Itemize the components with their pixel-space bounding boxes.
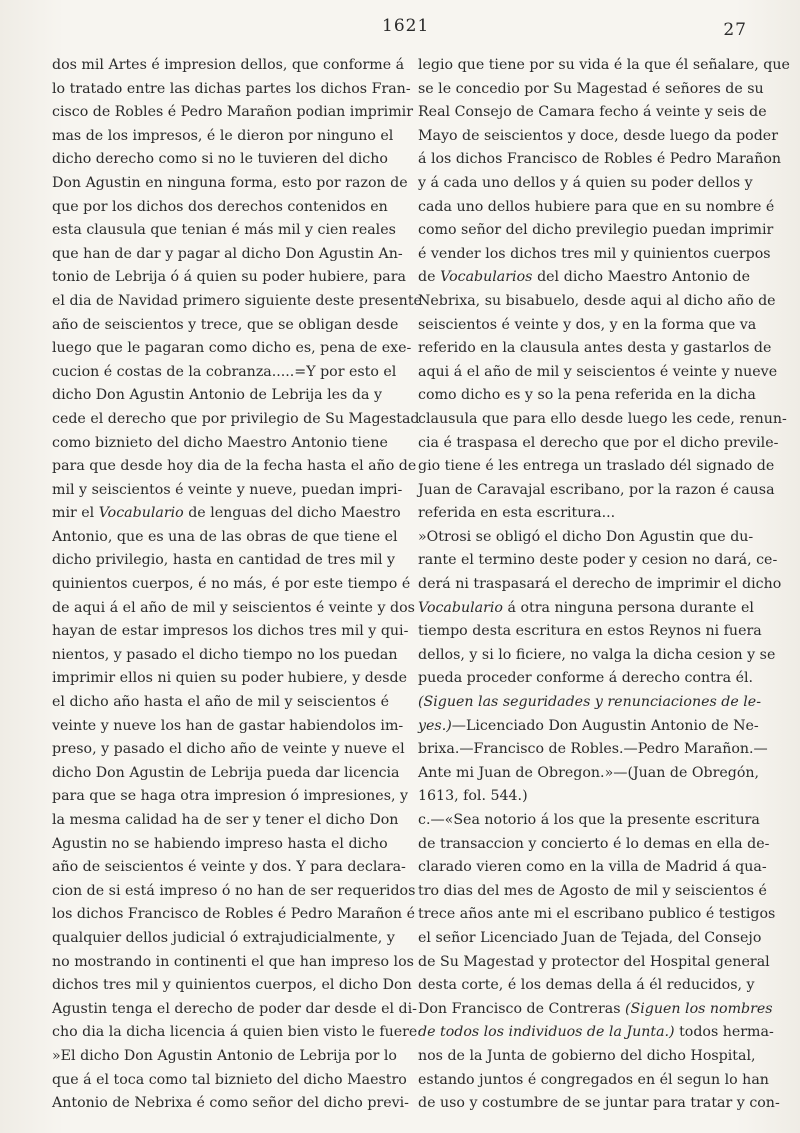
left-text-column <box>52 54 422 1116</box>
text-line: cede el derecho que por privilegio de Su Magestad <box>52 410 420 427</box>
text-line: los dichos Francisco de Robles é Pedro Marañon é <box>52 906 415 923</box>
text-line: rante el termino deste poder y cesion no dará, ce- <box>418 552 778 569</box>
text-line: Mayo de seiscientos y doce, desde luego da poder <box>418 127 778 144</box>
text-line: tiempo desta escritura en estos Reynos ni fuera <box>418 623 762 640</box>
text-line: de todos los individuos de la Junta.) todos herma- <box>418 1024 774 1041</box>
text-line: preso, y pasado el dicho año de veinte y nueve el <box>52 741 405 758</box>
page-header <box>0 12 800 40</box>
text-line: imprimir ellos ni quien su poder hubiere, y desde <box>52 670 408 687</box>
text-line: brixa.—Francisco de Robles.—Pedro Marañon.— <box>418 741 768 758</box>
text-line: el dicho año hasta el año de mil y seiscientos é <box>52 694 389 711</box>
text-line: á los dichos Francisco de Robles é Pedro Marañon <box>418 151 782 168</box>
text-line: Don Agustin en ninguna forma, esto por razon de <box>52 174 408 191</box>
running-head-year: 1621 <box>382 16 430 36</box>
text-line: luego que le pagaran como dicho es, pena de exe- <box>52 340 412 357</box>
text-line: para que se haga otra impresion ó impresiones, y <box>52 788 409 805</box>
text-line: gio tiene é les entrega un traslado dél signado de <box>418 458 775 475</box>
text-line: cion de si está impreso ó no han de ser requeridos <box>52 882 416 899</box>
text-line: Real Consejo de Camara fecho á veinte y seis de <box>418 104 767 121</box>
text-line: Don Francisco de Contreras (Siguen los nombres <box>418 1000 773 1017</box>
text-line: tro dias del mes de Agosto de mil y seiscientos é <box>418 882 767 899</box>
text-line: cada uno dellos hubiere para que en su nombre é <box>418 198 775 215</box>
text-line: trece años ante mi el escribano publico é testigos <box>418 906 776 923</box>
text-line: tonio de Lebrija ó á quien su poder hubiere, para <box>52 269 406 286</box>
text-line: c.—«Sea notorio á los que la presente escritura <box>418 812 760 828</box>
text-line: Agustin no se habiendo impreso hasta el dicho <box>52 835 388 852</box>
text-line: para que desde hoy dia de la fecha hasta el año de <box>52 458 417 475</box>
text-line: Antonio, que es una de las obras de que tiene el <box>52 528 398 545</box>
text-line: la mesma calidad ha de ser y tener el dicho Don <box>52 812 399 828</box>
text-line: como biznieto del dicho Maestro Antonio tiene <box>52 434 388 451</box>
text-line: de transaccion y concierto é lo demas en ella de- <box>418 835 770 852</box>
text-line: el señor Licenciado Juan de Tejada, del Consejo <box>418 929 762 946</box>
text-line: que han de dar y pagar al dicho Don Agustin An- <box>52 245 403 262</box>
text-line: Juan de Caravajal escribano, por la razon é causa <box>418 481 775 498</box>
text-line: é vender los dichos tres mil y quinientos cuerpos <box>418 245 771 262</box>
text-line: estando juntos é congregados en él segun lo han <box>418 1071 769 1088</box>
text-line: legio que tiene por su vida é la que él señalare, que <box>418 57 790 73</box>
text-line: hayan de estar impresos los dichos tres mil y qui- <box>52 623 409 640</box>
text-line: esta clausula que tenian é más mil y cien reales <box>52 222 396 239</box>
text-line: dicho derecho como si no le tuvieren del dicho <box>52 151 388 168</box>
text-line: dellos, y si lo ficiere, no valga la dicha cesion y se <box>418 646 776 663</box>
text-line: no mostrando in continenti el que han impreso los <box>52 953 414 970</box>
text-line: derá ni traspasará el derecho de imprimir el dicho <box>418 576 782 593</box>
text-line: nientos, y pasado el dicho tiempo no los puedan <box>52 646 398 663</box>
text-line: dichos tres mil y quinientos cuerpos, el dicho Don <box>52 977 412 994</box>
text-line: de Su Magestad y protector del Hospital general <box>418 953 770 970</box>
text-line: como señor del dicho previlegio puedan imprimir <box>418 222 774 239</box>
text-line: »El dicho Don Agustin Antonio de Lebrija por lo <box>52 1047 397 1064</box>
text-line: cisco de Robles é Pedro Marañon podian imprimir <box>52 104 413 121</box>
text-line: veinte y nueve los han de gastar habiendolos im- <box>52 717 404 734</box>
text-line: año de seiscientos y trece, que se obligan desde <box>52 316 399 333</box>
text-line: de uso y costumbre de se juntar para tratar y con- <box>418 1095 780 1112</box>
text-line: dicho privilegio, hasta en cantidad de tres mil y <box>52 552 396 569</box>
text-line: aqui á el año de mil y seiscientos é veinte y nueve <box>418 363 778 380</box>
text-line: de aqui á el año de mil y seiscientos é veinte y dos <box>52 599 415 616</box>
text-line: 1613, fol. 544.) <box>418 788 528 805</box>
text-line: mir el Vocabulario de lenguas del dicho Maestro <box>52 505 401 522</box>
right-text-column <box>418 54 790 1116</box>
text-line: dicho Don Agustin de Lebrija pueda dar licencia <box>52 764 400 781</box>
text-line: »Otrosi se obligó el dicho Don Agustin que du- <box>418 528 754 545</box>
text-line: Vocabulario á otra ninguna persona durante el <box>418 599 754 616</box>
text-line: dicho Don Agustin Antonio de Lebrija les da y <box>52 387 382 404</box>
text-line: seiscientos é veinte y dos, y en la forma que va <box>418 316 757 333</box>
text-line: cho dia la dicha licencia á quien bien visto le fuere· <box>52 1024 422 1041</box>
text-line: clausula que para ello desde luego les cede, renun- <box>418 410 787 427</box>
text-line: y á cada uno dellos y á quien su poder dellos y <box>418 174 753 191</box>
text-line: que por los dichos dos derechos contenidos en <box>52 198 388 215</box>
text-line: año de seiscientos é veinte y dos. Y para declara- <box>52 859 406 876</box>
text-line: Ante mi Juan de Obregon.»—(Juan de Obregón, <box>418 764 760 781</box>
text-line: nos de la Junta de gobierno del dicho Hospital, <box>418 1047 756 1064</box>
text-line: cucion é costas de la cobranza.....=Y por esto el <box>52 363 397 380</box>
text-line: yes.)—Licenciado Don Augustin Antonio de Ne- <box>418 717 759 734</box>
text-line: que á el toca como tal biznieto del dicho Maestro <box>52 1071 407 1088</box>
text-line: pueda proceder conforme á derecho contra él. <box>418 670 754 687</box>
text-line: referida en esta escritura... <box>418 505 616 522</box>
text-line: (Siguen las seguridades y renunciaciones de le- <box>418 694 761 711</box>
text-line: como dicho es y so la pena referida en la dicha <box>418 387 756 404</box>
text-line: de Vocabularios del dicho Maestro Antonio de <box>418 269 750 286</box>
text-line: dos mil Artes é impresion dellos, que conforme á <box>52 57 405 73</box>
text-line: Antonio de Nebrixa é como señor del dicho previ- <box>52 1095 409 1112</box>
text-line: mil y seiscientos é veinte y nueve, puedan impri- <box>52 481 403 498</box>
text-line: Nebrixa, su bisabuelo, desde aqui al dicho año de <box>418 292 776 309</box>
text-line: se le concedio por Su Magestad é señores de su <box>418 80 764 97</box>
text-line: desta corte, é los demas della á él reducidos, y <box>418 977 755 994</box>
text-line: qualquier dellos judicial ó extrajudicialmente, y <box>52 929 395 946</box>
text-line: Agustin tenga el derecho de poder dar desde el di- <box>52 1000 417 1017</box>
text-line: lo tratado entre las dichas partes los dichos Fran- <box>52 80 411 97</box>
text-line: mas de los impresos, é le dieron por ninguno el <box>52 127 394 144</box>
text-line: el dia de Navidad primero siguiente deste presente <box>52 292 422 309</box>
text-line: cia é traspasa el derecho que por el dicho previle- <box>418 434 779 451</box>
text-line: clarado vieren como en la villa de Madrid á qua- <box>418 859 767 876</box>
text-line: quinientos cuerpos, é no más, é por este tiempo é <box>52 576 411 593</box>
text-line: referido en la clausula antes desta y gastarlos de <box>418 340 772 357</box>
page-number: 27 <box>723 20 747 40</box>
